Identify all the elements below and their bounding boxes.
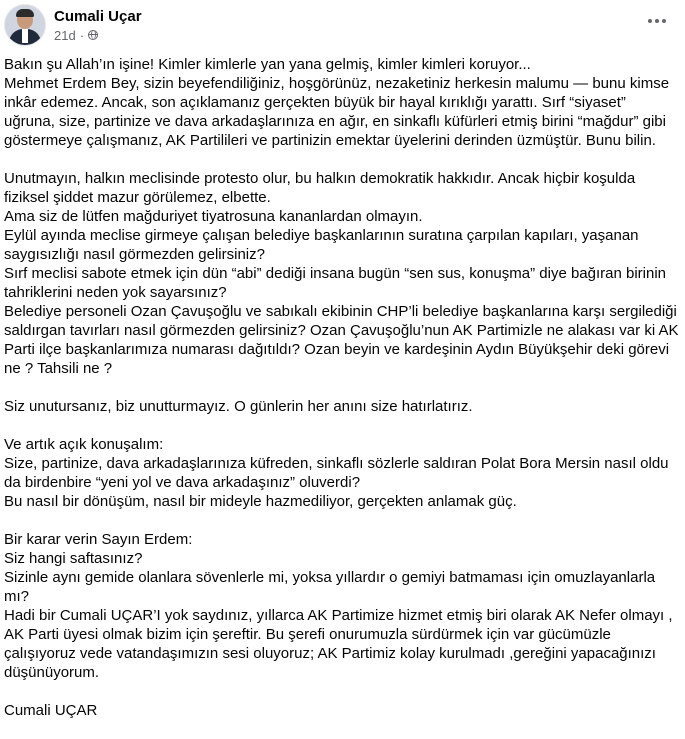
more-options-icon — [662, 19, 666, 23]
avatar[interactable] — [4, 4, 46, 46]
avatar-hair — [16, 9, 34, 17]
post-header — [4, 4, 142, 46]
post-meta — [54, 7, 142, 44]
post-paragraph: Bakın şu Allah’ın işine! Kimler kimlerle yan yana gelmiş, kimler kimleri koruyor... Mehmet Erdem Bey, sizin beyefendiliğiniz, hoşgörünüz, nezaketiniz herkesin malumu — bunu kimse inkâr edemez. Ancak, son açıklamanız gerçekten büyük bir hayal kırıklığı yarattı. Sırf “siyaset” uğruna, size, partinize ve dava arkadaşlarınıza en ağır, en sinkaflı küfürleri etmiş birini “mağdur” gibi göstermeye çalışmanız, AK Partilileri ve partinizin emektar üyelerini derinden üzmüştür. Bunu bilin. — [4, 56, 670, 149]
more-options-icon — [648, 19, 652, 23]
more-options-button[interactable] — [643, 10, 671, 32]
globe-icon — [88, 30, 98, 40]
post-timestamp[interactable]: 21d — [54, 27, 76, 43]
post-signature: Cumali UÇAR — [4, 702, 98, 719]
avatar-shirt — [22, 29, 28, 43]
post-body — [4, 55, 680, 739]
post-subline — [54, 27, 142, 44]
post-paragraph: Unutmayın, halkın meclisinde protesto olur, bu halkın demokratik hakkıdır. Ancak hiçbir koşulda fiziksel şiddet mazur görülemez, elbette. Ama siz de lütfen mağduriyet tiyatrosuna kananlardan olmayın. Eylül ayında meclise girmeye çalışan belediye başkanlarının suratına çarpılan kapıları, yaşanan saygısızlığı nasıl görmezden gelirsiniz? Sırf meclisi sabote etmek için dün “abi” dediği insana bugün “sen sus, konuşma” diye bağıran birinin tahriklerini neden yok sayarsınız? Belediye personeli Ozan Çavuşoğlu ve sabıkalı ekibinin CHP’li belediye başkanlarına karşı sergilediği saldırgan tavırları nasıl görmezden gelirsiniz? Ozan Çavuşoğlu’nun AK Partimizle ne alakası var ki AK Parti ilçe başkanlarımıza numarası dağıtıldı? Ozan beyin ve kardeşinin Aydın Büyükşehir deki görevi ne ? Tahsili ne ? — [4, 170, 679, 377]
post-paragraph: Bir karar verin Sayın Erdem: Siz hangi saftasınız? Sizinle aynı gemide olanlara sövenlerle mi, yoksa yıllardır o gemiyi batmaması için omuzlayanlarla mı? Hadi bir Cumali UÇAR’I yok saydınız, yıllarca AK Partimize hizmet etmiş biri olarak AK Nefer olmayı , AK Parti üyesi olmak bizim için şereftir. Bu şerefi onurumuzla sürdürmek için var gücümüzle çalışıyoruz vede vatandaşımızın sesi oluyoruz; AK Partimiz kolay kurulmadı ,gereğini yapacağınızı düşünüyorum. — [4, 531, 673, 681]
more-options-icon — [655, 19, 659, 23]
author-name[interactable]: Cumali Uçar — [54, 7, 142, 25]
separator-dot: · — [79, 27, 85, 43]
post-paragraph: Siz unutursanız, biz unutturmayız. O günlerin her anını size hatırlatırız. — [4, 398, 473, 415]
post-paragraph: Ve artık açık konuşalım: Size, partinize, dava arkadaşlarınıza küfreden, sinkaflı sözlerle saldıran Polat Bora Mersin nasıl oldu da birdenbire “yeni yol ve dava arkadaşınız” oluverdi? Bu nasıl bir dönüşüm, nasıl bir mideyle hazmediliyor, gerçekten anlamak güç. — [4, 436, 669, 510]
